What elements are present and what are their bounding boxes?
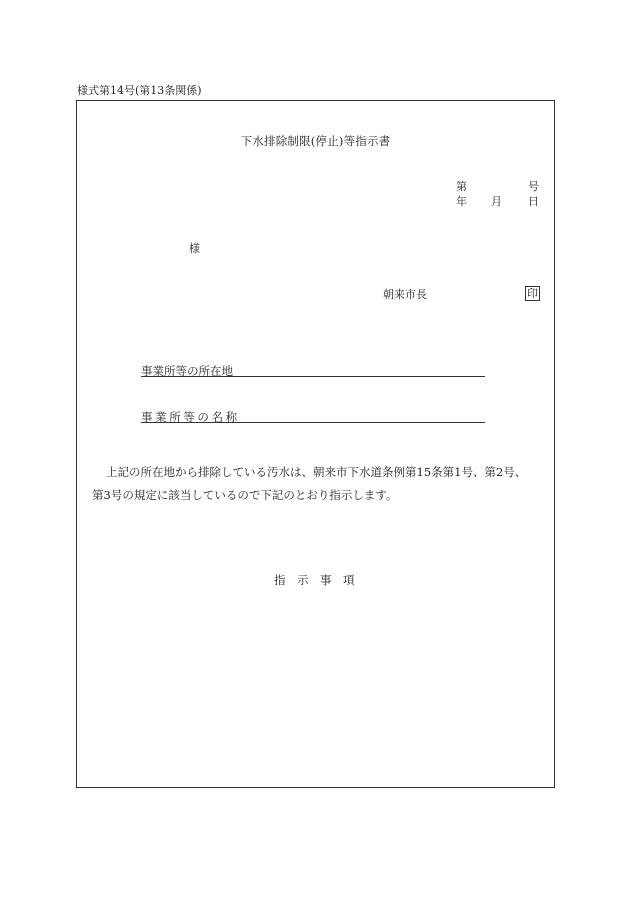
location-underline [141, 376, 485, 377]
name-label: 事業所等の名称 [141, 410, 240, 424]
location-label: 事業所等の所在地 [141, 364, 233, 378]
number-suffix: 号 [528, 180, 539, 193]
document-frame [76, 100, 555, 788]
issuer-title: 朝来市長 [383, 288, 427, 301]
date-month: 月 [491, 195, 502, 208]
items-heading: 指 示 事 項 [274, 573, 355, 587]
body-text-line1: 上記の所在地から排除している汚水は、朝来市下水道条例第15条第1号、第2号、 [106, 465, 527, 479]
seal-stamp: 印 [527, 287, 538, 300]
addressee-suffix: 様 [189, 242, 200, 255]
body-text-line2: 第3号の規定に該当しているので下記のとおり指示します。 [92, 488, 398, 502]
document-title: 下水排除制限(停止)等指示書 [240, 134, 391, 148]
number-prefix: 第 [456, 180, 467, 193]
form-number: 様式第14号(第13条関係) [77, 84, 202, 97]
date-year: 年 [456, 195, 467, 208]
name-underline [141, 422, 485, 423]
date-day: 日 [528, 195, 539, 208]
